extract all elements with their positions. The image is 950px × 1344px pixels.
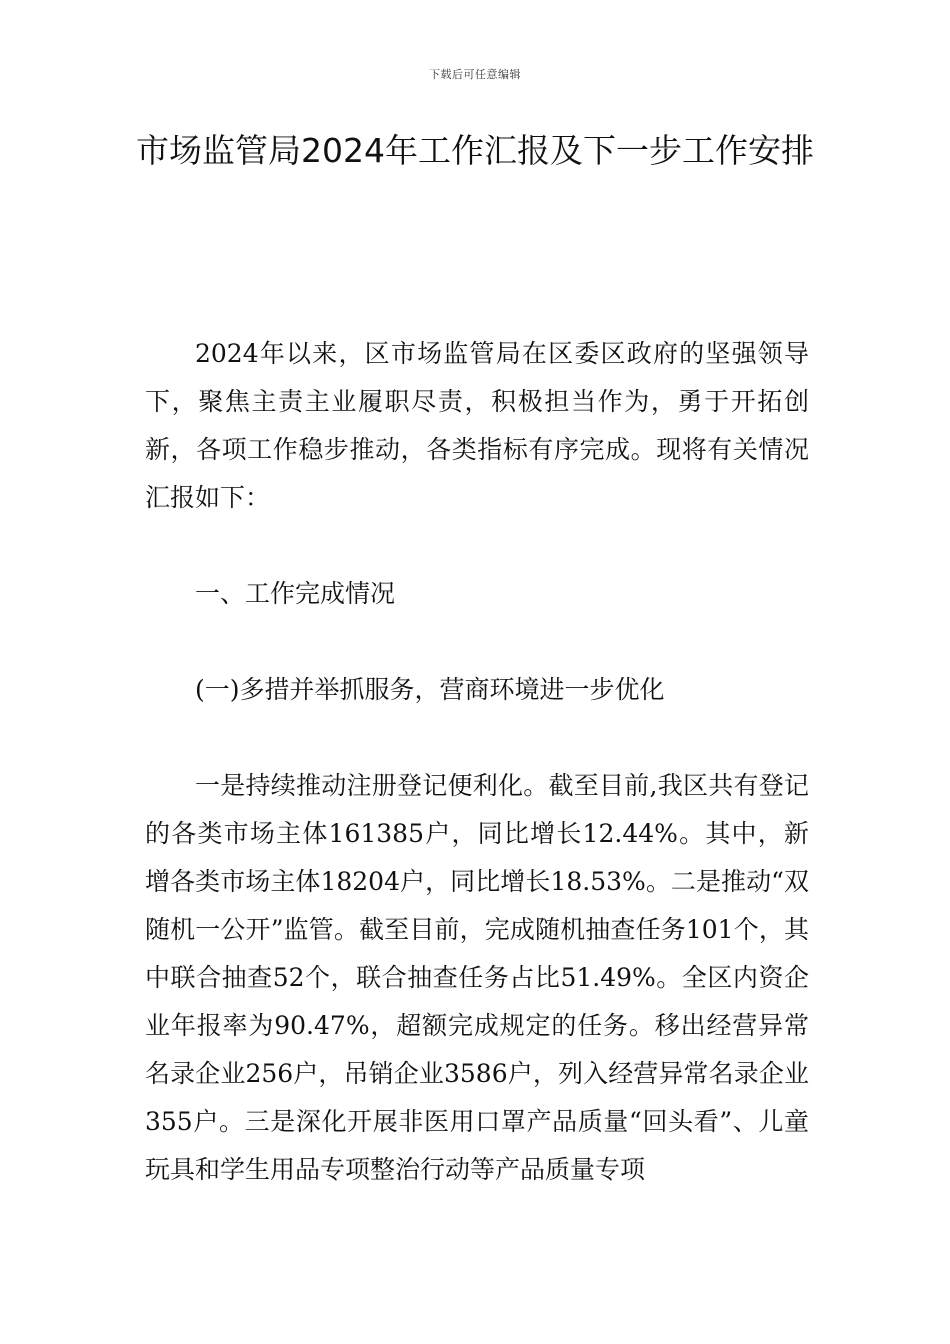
paragraph-gap	[145, 714, 809, 762]
subsection-heading: (一)多措并举抓服务，营商环境进一步优化	[195, 675, 665, 704]
header-note: 下载后可任意编辑	[429, 68, 521, 81]
paragraph-gap	[145, 618, 809, 666]
section-heading: 一、工作完成情况	[195, 579, 396, 608]
document-title: 市场监管局2024年工作汇报及下一步工作安排	[136, 131, 814, 170]
intro-paragraph: 2024年以来，区市场监管局在区委区政府的坚强领导下，聚焦主责主业履职尽责，积极担当作为，勇于开拓创新，各项工作稳步推动，各类指标有序完成。现将有关情况汇报如下：	[145, 339, 809, 512]
paragraph-gap	[145, 522, 809, 570]
document-body	[145, 330, 809, 1194]
body-paragraph: 一是持续推动注册登记便利化。截至目前,我区共有登记的各类市场主体161385户，同比增长12.44%。其中，新增各类市场主体18204户，同比增长18.53%。二是推动“双随机一公开”监管。截至目前，完成随机抽查任务101个，其中联合抽查52个，联合抽查任务占比51.49%。全区内资企业年报率为90.47%，超额完成规定的任务。移出经营异常名录企业256户，吊销企业3586户，列入经营异常名录企业355户。三是深化开展非医用口罩产品质量“回头看”、儿童玩具和学生用品专项整治行动等产品质量专项	[145, 771, 809, 1184]
